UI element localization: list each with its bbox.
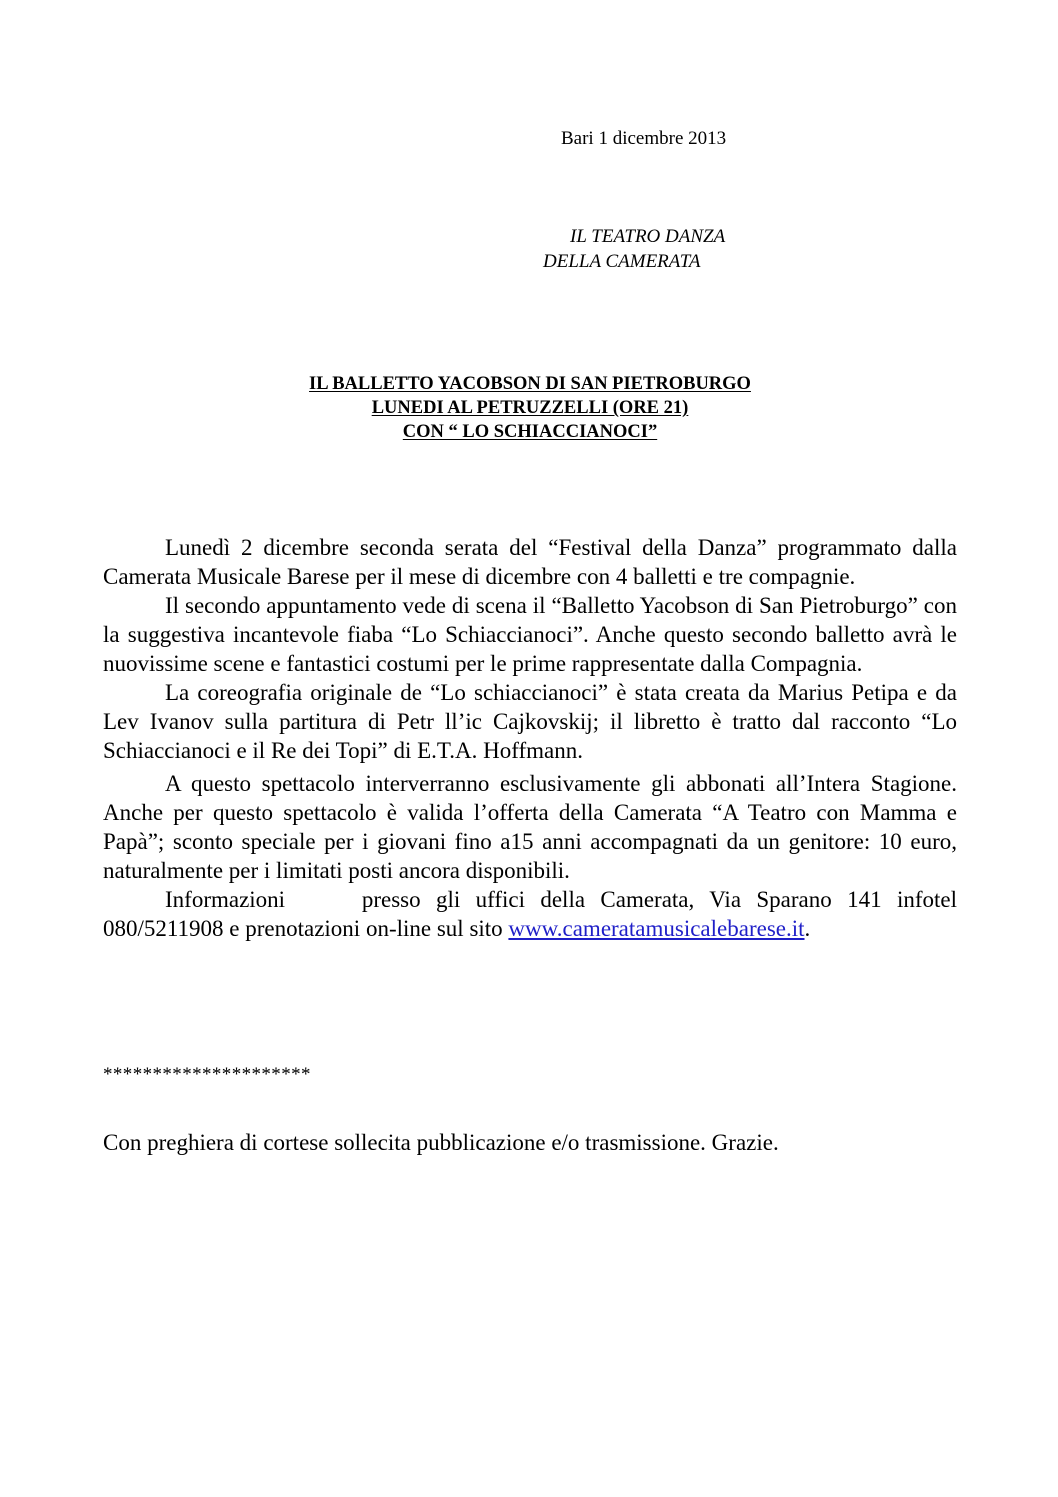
paragraph-second-appointment: Il secondo appuntamento vede di scena il “Balletto Yacobson di San Pietroburgo” con la suggestiva incantevole fiaba “Lo Schiaccianoci”. Anche questo secondo balletto avrà le nuovissime scene e fantastici costumi per le prime rappresentate dalla Compagnia. [103,593,957,676]
headline-line-2 [103,396,957,420]
headline-line-3-text: CON “ LO SCHIACCIANOCI” [402,422,658,442]
sender-line-2: DELLA CAMERATA [543,251,701,272]
headline-line-1-text: IL BALLETTO YACOBSON DI SAN PIETROBURGO [309,374,751,394]
separator-stars: ********************* [103,1064,311,1085]
information-end: . [804,916,811,941]
press-release-body [103,533,957,943]
letter-date: Bari 1 dicembre 2013 [561,128,727,149]
paragraph-choreography: La coreografia originale de “Lo schiaccianoci” è stata creata da Marius Petipa e da Lev Ivanov sulla partitura di Petr ll’ic Cajkovskij; il libretto è tratto dal racconto “Lo Schiaccianoci e il Re dei Topi” di E.T.A. Hoffmann. [103,680,957,763]
sender-line-1: IL TEATRO DANZA [570,226,726,247]
headline-line-1 [103,372,957,396]
headline-line-3 [103,420,957,444]
paragraph-information [103,885,957,943]
paragraph-subscribers-offer: A questo spettacolo interverranno esclusivamente gli abbonati all’Intera Stagione. Anche per questo spettacolo è valida l’offerta della Camerata “A Teatro con Mamma e Papà”; sconto speciale per i giovani fino a15 anni accompagnati da un genitore: 10 euro, naturalmente per i limitati posti ancora disponibili. [103,771,957,883]
website-link[interactable]: www.cameratamusicalebarese.it [508,916,805,941]
information-text: Informazioni presso gli uffici della Camerata, Via Sparano 141 infotel 080/5211908 e prenotazioni on-line sul sito [103,887,957,941]
closing-request: Con preghiera di cortese sollecita pubblicazione e/o trasmissione. Grazie. [103,1130,779,1155]
paragraph-festival-intro: Lunedì 2 dicembre seconda serata del “Festival della Danza” programmato dalla Camerata Musicale Barese per il mese di dicembre con 4 balletti e tre compagnie. [103,535,957,589]
headline-line-2-text: LUNEDI AL PETRUZZELLI (ORE 21) [371,398,689,418]
